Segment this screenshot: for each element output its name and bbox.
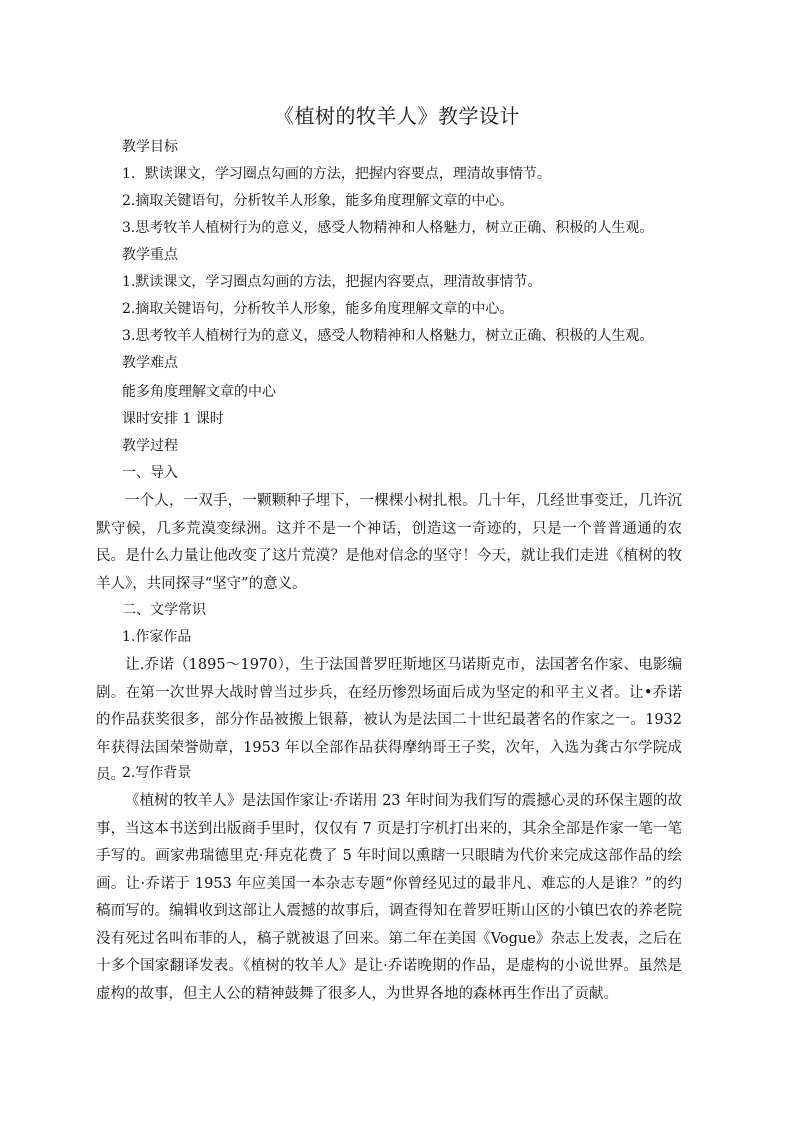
goal-item-3: 3.思考牧羊人植树行为的意义，感受人物精神和人格魅力，树立正确、积极的人生观。 [122, 220, 654, 236]
key-point-item-3: 3.思考牧羊人植树行为的意义，感受人物精神和人格魅力，树立正确、积极的人生观。 [122, 328, 654, 344]
intro-paragraph: 一个人，一双手，一颗颗种子埋下，一棵棵小树扎根。几十年，几经世事变迁，几许沉默守候，几多荒漠变绿洲。这并不是一个神话，创造这一奇迹的，只是一个普普通通的农民。是什么力量让他改变了这片荒漠？是他对信念的坚守！今天，就让我们走进《植树的牧羊人》，共同探寻“坚守”的意义。 [96, 493, 682, 592]
document-title: 《植树的牧羊人》教学设计 [274, 104, 520, 128]
heading-teaching-process: 教学过程 [122, 438, 178, 454]
key-point-item-2: 2.摘取关键语句，分析牧羊人形象，能多角度理解文章的中心。 [122, 301, 514, 317]
background-paragraph: 《植树的牧羊人》是法国作家让·乔诺用 23 年时间为我们写的震撼心灵的环保主题的故事，当这本书送到出版商手里时，仅仅有 7 页是打字机打出来的，其余全部是作家一笔一笔手写的。画家弗瑞德里克·拜克花费了 5 年时间以熏瞎一只眼睛为代价来完成这部作品的绘画。让·乔诺于 1953 年应美国一本杂志专题“你曾经见过的最非凡、难忘的人是谁？”的约稿而写的。编辑收到这部让人震撼的故事后，调查得知在普罗旺斯山区的小镇巴农的养老院没有死过名叫布菲的人，稿子就被退了回来。第二年在美国《Vogue》杂志上发表，之后在十多个国家翻译发表。《植树的牧羊人》是让·乔诺晚期的作品，是虚构的小说世界。虽然是虚构的故事，但主人公的精神鼓舞了很多人，为世界各地的森林再生作出了贡献。 [96, 793, 682, 1002]
heading-writing-background: 2.写作背景 [122, 765, 192, 781]
difficulty-item: 能多角度理解文章的中心 [122, 384, 276, 400]
author-paragraph: 让.乔诺（1895～1970），生于法国普罗旺斯地区马诺斯克市，法国著名作家、电影编剧。在第一次世界大战时曾当过步兵，在经历惨烈场面后成为坚定的和平主义者。让•乔诺的作品获奖很多，部分作品被搬上银幕，被认为是法国二十世纪最著名的作家之一。1932 年获得法国荣誉勋章，1953 年以全部作品获得摩纳哥王子奖，次年，入选为龚古尔学院成员。 [96, 657, 682, 783]
heading-author-works: 1.作家作品 [122, 629, 192, 645]
goal-item-2: 2.摘取关键语句，分析牧羊人形象，能多角度理解文章的中心。 [122, 193, 514, 209]
heading-difficulties: 教学难点 [122, 355, 178, 371]
heading-key-points: 教学重点 [122, 247, 178, 263]
heading-introduction: 一、导入 [122, 465, 178, 481]
heading-literary-knowledge: 二、文学常识 [122, 602, 206, 618]
heading-teaching-goals: 教学目标 [122, 139, 178, 155]
class-hours: 课时安排 1 课时 [122, 411, 224, 427]
goal-item-1: 1．默读课文，学习圈点勾画的方法，把握内容要点，理清故事情节。 [122, 166, 551, 182]
key-point-item-1: 1.默读课文，学习圈点勾画的方法，把握内容要点，理清故事情节。 [122, 274, 542, 290]
